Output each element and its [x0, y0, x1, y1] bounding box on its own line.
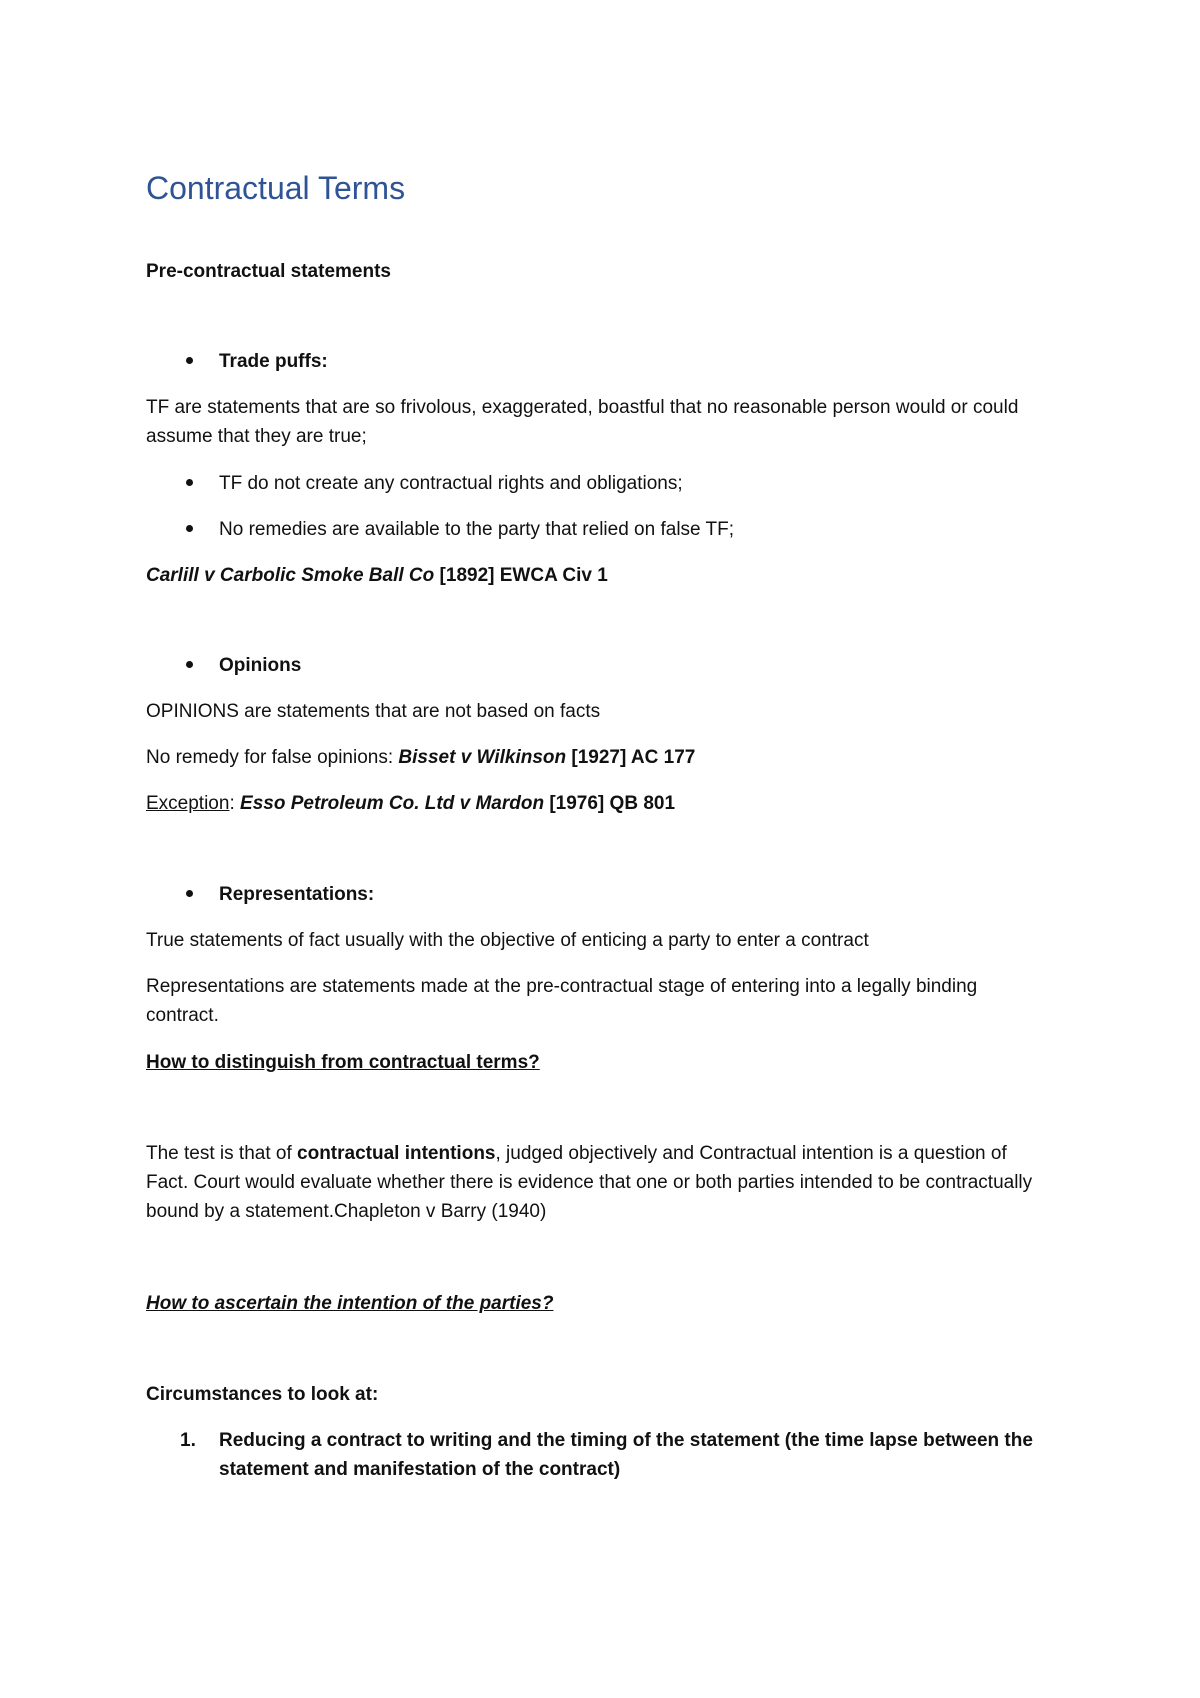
test-rest: , judged objectively and Contractual intention is a question of Fact. Court would evaluate whether there is evidence that one or both parties intended to be contractually bound by a statement.Chapleton v Barry (1940): [146, 1143, 1033, 1222]
trade-puffs-definition: TF are statements that are so frivolous, exaggerated, boastful that no reasonable person would or could assume that they are true;: [146, 397, 1019, 447]
trade-puffs-heading: Trade puffs:: [219, 351, 328, 372]
test-paragraph: [146, 1139, 1046, 1226]
ascertain-heading: How to ascertain the intention of the parties?: [146, 1293, 554, 1314]
case-name: Carlill v Carbolic Smoke Ball Co: [146, 565, 435, 586]
opinions-exception: [146, 789, 1046, 818]
distinguish-heading: How to distinguish from contractual terms?: [146, 1052, 540, 1073]
case-citation: [1892] EWCA Civ 1: [434, 565, 608, 586]
test-bold: contractual intentions: [297, 1143, 496, 1164]
list-item: Reducing a contract to writing and the timing of the statement (the time lapse between the statement and manifestation of the contract): [219, 1430, 1033, 1480]
exception-case: Esso Petroleum Co. Ltd v Mardon: [240, 793, 545, 814]
opinions-definition: OPINIONS are statements that are not based on facts: [146, 701, 601, 722]
trade-puffs-bullet-1: TF do not create any contractual rights and obligations;: [219, 473, 683, 494]
opinions-no-remedy: [146, 743, 1046, 772]
circumstances-heading: Circumstances to look at:: [146, 1384, 379, 1405]
bullet-dot: [186, 469, 196, 479]
no-remedy-case: Bisset v Wilkinson: [398, 747, 567, 768]
representations-heading: Representations:: [219, 884, 375, 905]
exception-citation: [1976] QB 801: [544, 793, 676, 814]
trade-puffs-case: [146, 561, 1046, 590]
bullet-dot: [186, 880, 196, 890]
list-number: 1.: [180, 1430, 196, 1451]
trade-puffs-bullet-2: No remedies are available to the party that relied on false TF;: [219, 519, 735, 540]
representations-line-2: Representations are statements made at the pre-contractual stage of entering into a legally binding contract.: [146, 976, 978, 1026]
page-title: Contractual Terms: [146, 170, 406, 206]
test-prefix: The test is that of: [146, 1143, 298, 1164]
bullet-dot: [186, 515, 196, 525]
representations-line-1: True statements of fact usually with the objective of enticing a party to enter a contract: [146, 930, 869, 951]
section-heading: Pre-contractual statements: [146, 261, 391, 282]
no-remedy-citation: [1927] AC 177: [566, 747, 696, 768]
exception-colon: :: [229, 793, 241, 814]
no-remedy-prefix: No remedy for false opinions:: [146, 747, 399, 768]
bullet-dot: [186, 651, 196, 661]
opinions-heading: Opinions: [219, 655, 302, 676]
exception-label: Exception: [146, 793, 230, 814]
bullet-dot: [186, 347, 196, 357]
